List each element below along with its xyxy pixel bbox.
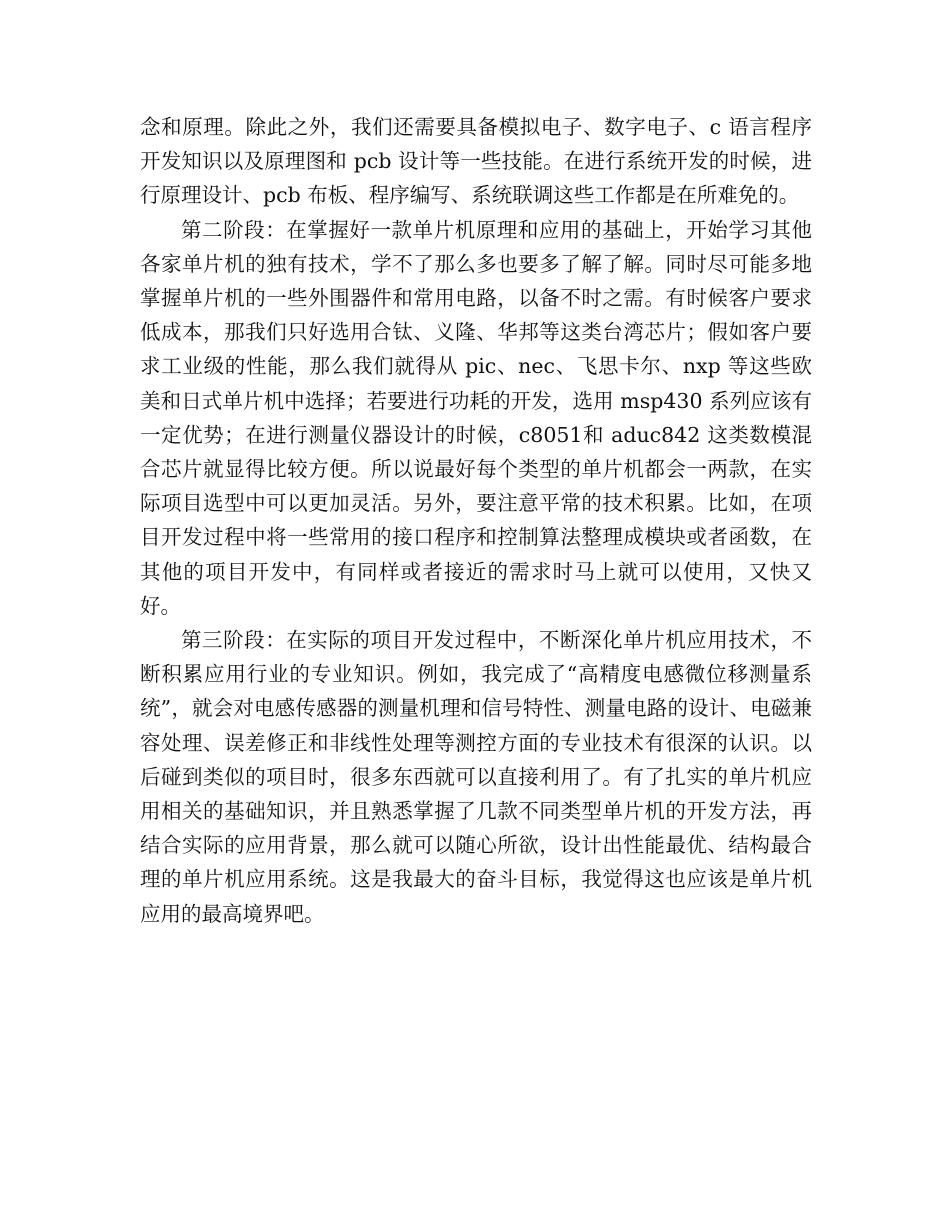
paragraph-stage-three: 第三阶段：在实际的项目开发过程中，不断深化单片机应用技术，不断积累应用行业的专业知识。例如，我完成了“高精度电感微位移测量系统”，就会对电感传感器的测量机理和信号特性、测量电路的设计、电磁兼容处理、误差修正和非线性处理等测控方面的专业技术有很深的认识。以后碰到类似的项目时，很多东西就可以直接利用了。有了扎实的单片机应用相关的基础知识，并且熟悉掌握了几款不同类型单片机的开发方法，再结合实际的应用背景，那么就可以随心所欲，设计出性能最优、结构最合理的单片机应用系统。这是我最大的奋斗目标，我觉得这也应该是单片机应用的最高境界吧。 — [140, 628, 812, 926]
document-body — [140, 110, 812, 931]
paragraph-stage-two: 第二阶段：在掌握好一款单片机原理和应用的基础上，开始学习其他各家单片机的独有技术，学不了那么多也要多了解了解。同时尽可能多地掌握单片机的一些外围器件和常用电路，以备不时之需。有时候客户要求低成本，那我们只好选用合钛、义隆、华邦等这类台湾芯片；假如客户要求工业级的性能，那么我们就得从 pic、nec、飞思卡尔、nxp 等这些欧美和日式单片机中选择；若要进行功耗的开发，选用 msp430 系列应该有一定优势；在进行测量仪器设计的时候，c8051和 aduc842 这类数模混合芯片就显得比较方便。所以说最好每个类型的单片机都会一两款，在实际项目选型中可以更加灵活。另外，要注意平常的技术积累。比如，在项目开发过程中将一些常用的接口程序和控制算法整理成模块或者函数，在其他的项目开发中，有同样或者接近的需求时马上就可以使用，又快又好。 — [140, 217, 812, 618]
paragraph-continuation: 念和原理。除此之外，我们还需要具备模拟电子、数字电子、c 语言程序开发知识以及原理图和 pcb 设计等一些技能。在进行系统开发的时候，进行原理设计、pcb 布板、程序编写、系统联调这些工作都是在所难免的。 — [140, 115, 812, 208]
